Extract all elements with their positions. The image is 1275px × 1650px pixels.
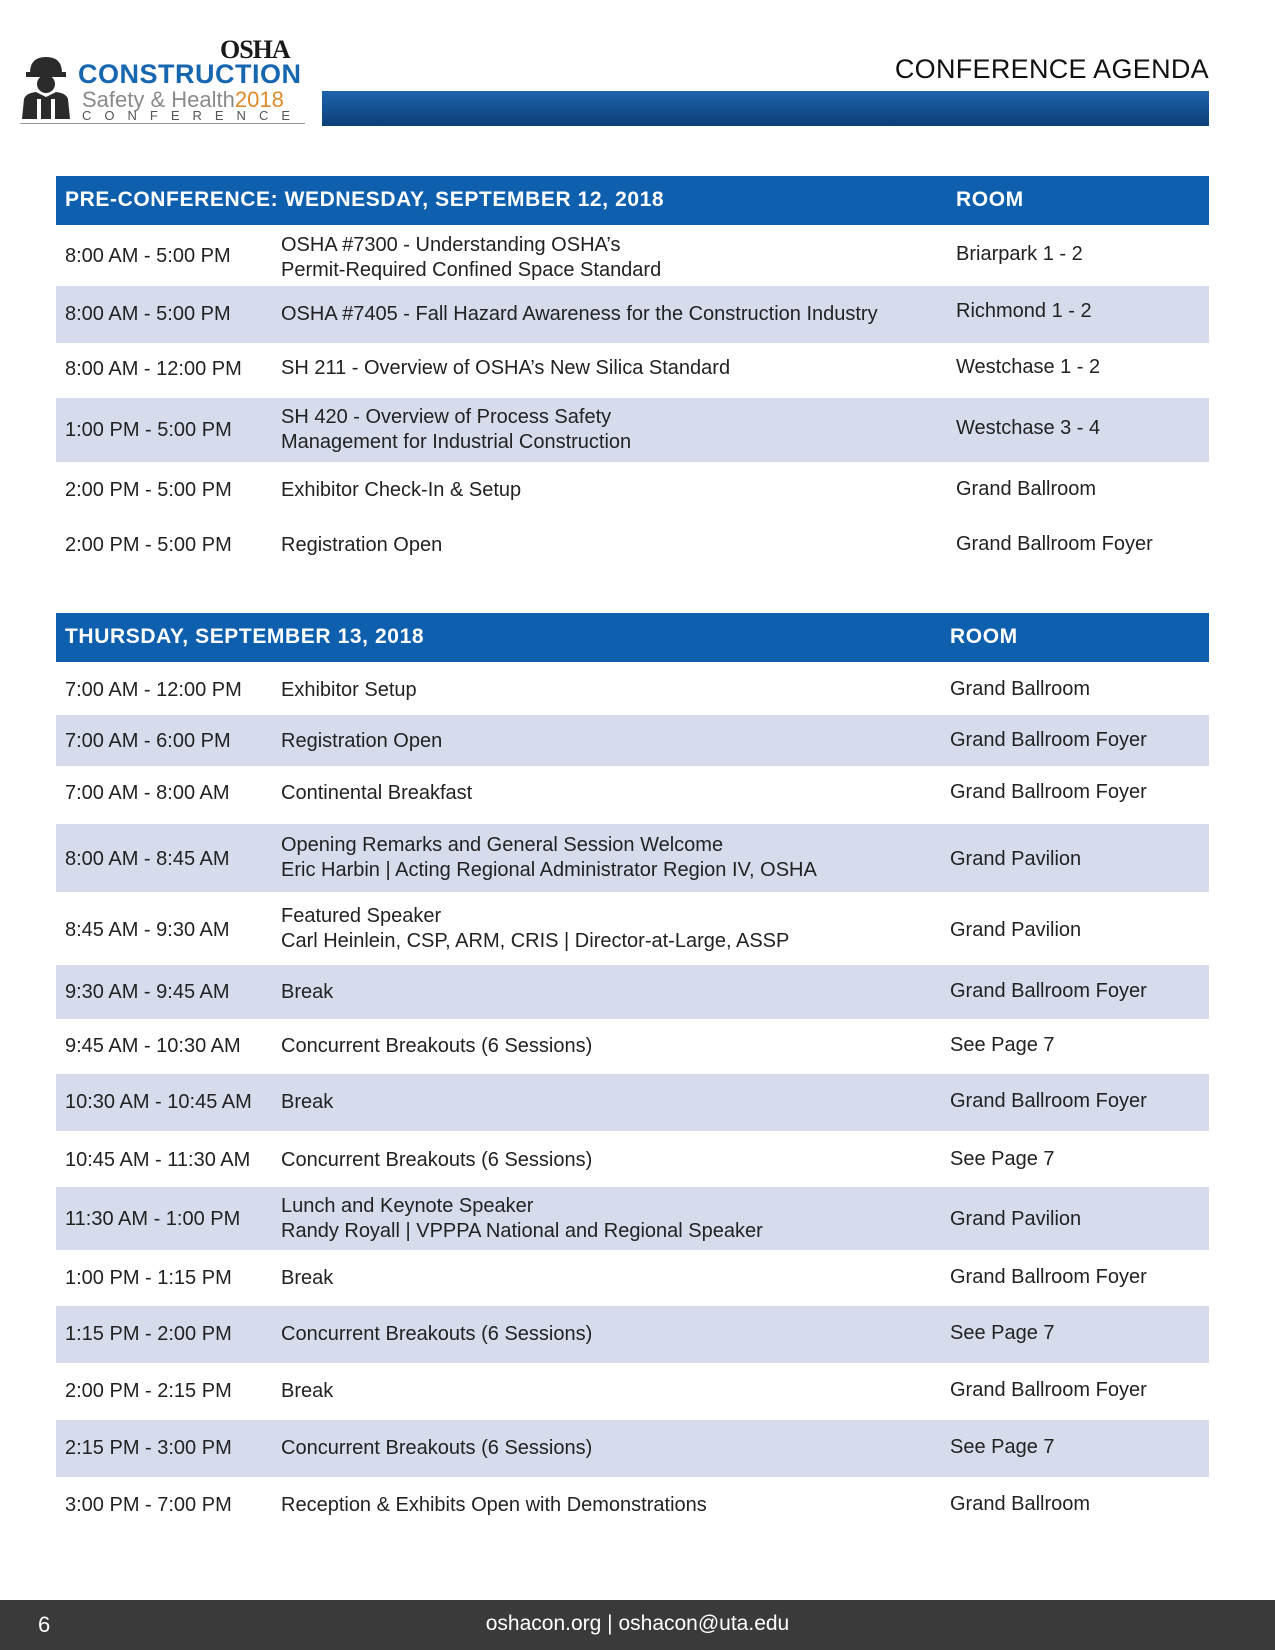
- row-time: 9:45 AM - 10:30 AM: [65, 1035, 241, 1057]
- row-event: OSHA #7300 - Understanding OSHA’s Permit-Required Confined Space Standard: [281, 234, 662, 281]
- row-room: Grand Ballroom: [956, 478, 1097, 500]
- row-time: 2:00 PM - 5:00 PM: [65, 479, 232, 501]
- table-row: [56, 1187, 1209, 1250]
- row-event: SH 211 - Overview of OSHA’s New Silica Standard: [281, 357, 731, 379]
- row-event: Reception & Exhibits Open with Demonstrations: [281, 1494, 707, 1516]
- thursday-agenda-table: [56, 613, 1209, 1534]
- row-time: 8:00 AM - 8:45 AM: [65, 848, 230, 870]
- table-row: [56, 1250, 1209, 1306]
- row-room: Grand Ballroom Foyer: [950, 1090, 1147, 1112]
- row-event: Registration Open: [281, 534, 443, 556]
- row-event: Featured Speaker Carl Heinlein, CSP, ARM, CRIS | Director-at-Large, ASSP: [281, 905, 790, 952]
- row-room: Grand Ballroom Foyer: [950, 729, 1147, 751]
- row-room: See Page 7: [950, 1436, 1055, 1458]
- row-time: 2:00 PM - 5:00 PM: [65, 534, 232, 556]
- row-room: Grand Pavilion: [950, 848, 1082, 870]
- logo-year: 2018: [234, 87, 284, 112]
- row-time: 8:00 AM - 12:00 PM: [65, 358, 242, 380]
- table-row: [56, 1131, 1209, 1187]
- row-time: 8:45 AM - 9:30 AM: [65, 919, 230, 941]
- row-event: Exhibitor Setup: [281, 679, 417, 701]
- page-title: CONFERENCE AGENDA: [894, 54, 1209, 84]
- row-event: Concurrent Breakouts (6 Sessions): [281, 1149, 593, 1171]
- row-event: Opening Remarks and General Session Welcome Eric Harbin | Acting Regional Administrator Region IV, OSHA: [281, 834, 817, 881]
- thursday-header: [56, 613, 1209, 662]
- table-row: [56, 1306, 1209, 1363]
- table-row: [56, 1019, 1209, 1074]
- page-number: 6: [38, 1612, 51, 1637]
- row-room: Briarpark 1 - 2: [956, 243, 1083, 265]
- row-event: Break: [281, 1091, 334, 1113]
- table-row: [56, 286, 1209, 343]
- row-event: Concurrent Breakouts (6 Sessions): [281, 1323, 593, 1345]
- table-row: [56, 462, 1209, 518]
- wednesday-header: [56, 176, 1209, 225]
- row-event: Lunch and Keynote Speaker Randy Royall | VPPPA National and Regional Speaker: [281, 1195, 763, 1242]
- row-event: SH 420 - Overview of Process Safety Management for Industrial Construction: [281, 406, 632, 453]
- title-bar: [322, 91, 1209, 126]
- row-time: 10:30 AM - 10:45 AM: [65, 1091, 252, 1113]
- row-room: Grand Pavilion: [950, 919, 1082, 941]
- table-row: [56, 343, 1209, 398]
- row-time: 2:00 PM - 2:15 PM: [65, 1380, 232, 1402]
- table-row: [56, 715, 1209, 766]
- row-room: Grand Ballroom Foyer: [950, 781, 1147, 803]
- row-room: Westchase 1 - 2: [956, 356, 1101, 378]
- row-room: Grand Pavilion: [950, 1208, 1082, 1230]
- table-row: [56, 1420, 1209, 1477]
- row-time: 11:30 AM - 1:00 PM: [65, 1208, 241, 1230]
- row-time: 7:00 AM - 6:00 PM: [65, 730, 231, 752]
- thursday-heading: THURSDAY, SEPTEMBER 13, 2018: [65, 625, 425, 648]
- row-time: 1:00 PM - 1:15 PM: [65, 1267, 232, 1289]
- row-time: 8:00 AM - 5:00 PM: [65, 303, 231, 325]
- row-room: See Page 7: [950, 1034, 1055, 1056]
- table-row: [56, 662, 1209, 715]
- row-event: Exhibitor Check-In & Setup: [281, 479, 522, 501]
- table-row: [56, 824, 1209, 892]
- logo-safety-health: Safety & Health2018: [82, 87, 284, 112]
- thursday-room-heading: ROOM: [950, 625, 1018, 648]
- row-room: See Page 7: [950, 1322, 1055, 1344]
- row-room: Grand Ballroom Foyer: [950, 1266, 1147, 1288]
- row-time: 7:00 AM - 12:00 PM: [65, 679, 242, 701]
- row-room: Grand Ballroom Foyer: [950, 1379, 1147, 1401]
- table-row: [56, 1477, 1209, 1534]
- logo-divider: [20, 123, 305, 124]
- row-time: 8:00 AM - 5:00 PM: [65, 245, 231, 267]
- row-room: Grand Ballroom Foyer: [950, 980, 1147, 1002]
- row-time: 3:00 PM - 7:00 PM: [65, 1494, 232, 1516]
- table-row: [56, 1074, 1209, 1131]
- row-event: Break: [281, 1380, 334, 1402]
- row-room: Grand Ballroom: [950, 1493, 1091, 1515]
- row-time: 1:00 PM - 5:00 PM: [65, 419, 232, 441]
- row-room: Grand Ballroom: [950, 678, 1091, 700]
- row-event: OSHA #7405 - Fall Hazard Awareness for the Construction Industry: [281, 303, 878, 325]
- row-event: Concurrent Breakouts (6 Sessions): [281, 1035, 593, 1057]
- row-event: Break: [281, 981, 334, 1003]
- table-row: [56, 892, 1209, 965]
- footer-contact: oshacon.org | oshacon@uta.edu: [485, 1612, 790, 1635]
- row-event: Concurrent Breakouts (6 Sessions): [281, 1437, 593, 1459]
- row-event: Break: [281, 1267, 334, 1289]
- table-row: [56, 766, 1209, 824]
- row-event: Continental Breakfast: [281, 782, 473, 804]
- wednesday-heading: PRE-CONFERENCE: WEDNESDAY, SEPTEMBER 12, 2018: [65, 188, 665, 211]
- row-time: 1:15 PM - 2:00 PM: [65, 1323, 232, 1345]
- wednesday-room-heading: ROOM: [956, 188, 1024, 211]
- row-event: Registration Open: [281, 730, 443, 752]
- logo-conference: CONFERENCE: [82, 108, 304, 123]
- page-footer: [0, 1600, 1275, 1650]
- table-row: [56, 398, 1209, 462]
- logo-construction: CONSTRUCTION: [78, 59, 302, 89]
- row-room: See Page 7: [950, 1148, 1055, 1170]
- table-row: [56, 965, 1209, 1019]
- row-time: 10:45 AM - 11:30 AM: [65, 1149, 251, 1171]
- row-time: 9:30 AM - 9:45 AM: [65, 981, 230, 1003]
- construction-worker-icon: [20, 53, 72, 119]
- row-time: 2:15 PM - 3:00 PM: [65, 1437, 232, 1459]
- row-room: Grand Ballroom Foyer: [956, 533, 1153, 555]
- osha-conference-logo: [20, 35, 305, 125]
- row-time: 7:00 AM - 8:00 AM: [65, 782, 230, 804]
- row-room: Westchase 3 - 4: [956, 417, 1101, 439]
- logo-osha: OSHA: [220, 35, 290, 64]
- row-room: Richmond 1 - 2: [956, 300, 1092, 322]
- table-row: [56, 1363, 1209, 1420]
- table-row: [56, 518, 1209, 574]
- wednesday-agenda-table: [56, 176, 1209, 574]
- table-row: [56, 225, 1209, 286]
